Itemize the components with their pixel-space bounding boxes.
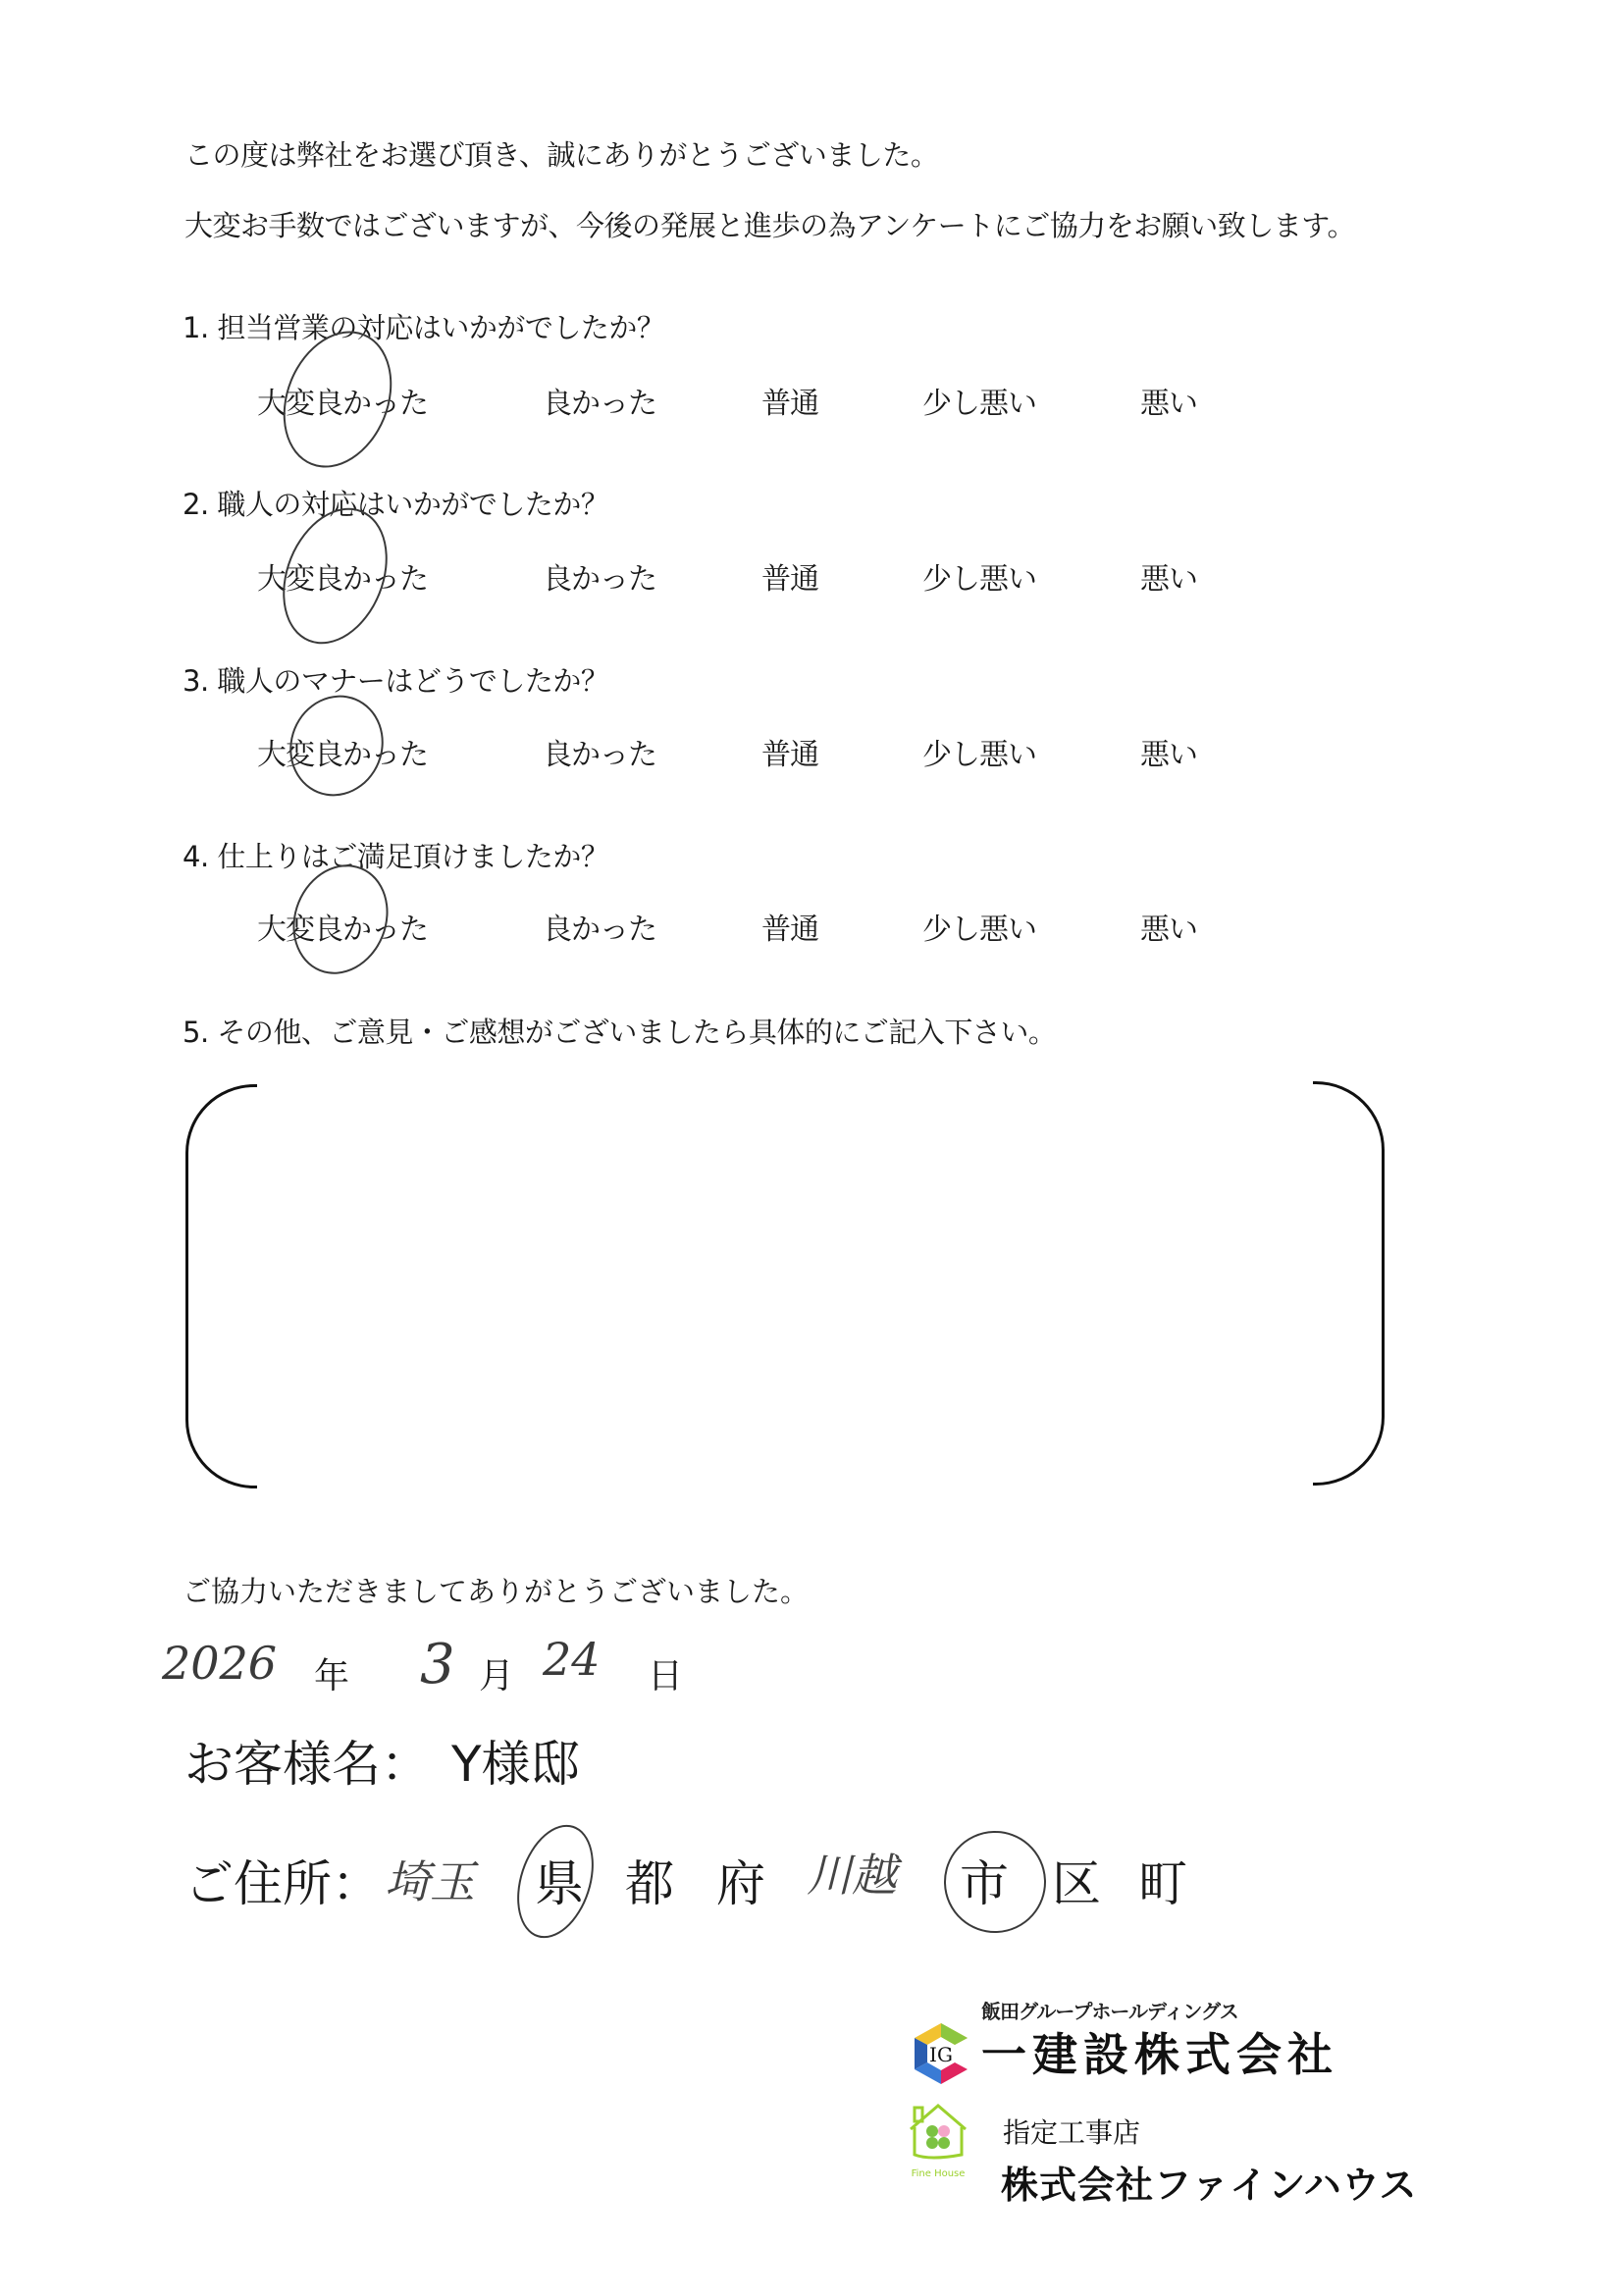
question-2-label: 2. 職人の対応はいかがでしたか？ [183, 488, 609, 521]
q3-option-good[interactable]: 良かった [543, 738, 656, 772]
q1-option-slightly-bad[interactable]: 少し悪い [922, 387, 1036, 421]
customer-name-label: お客様名： [184, 1736, 430, 1793]
city-option-shi[interactable]: 市 [960, 1855, 1009, 1912]
closing-message: ご協力いただきましてありがとうございました。 [183, 1575, 810, 1608]
q4-option-slightly-bad[interactable]: 少し悪い [922, 913, 1036, 947]
date-month-unit: 月 [479, 1656, 515, 1696]
date-year-value[interactable]: 2026 [162, 1637, 278, 1690]
contractor-name: 株式会社ファインハウス [1001, 2164, 1418, 2207]
city-option-machi[interactable]: 町 [1138, 1855, 1187, 1912]
q3-option-slightly-bad[interactable]: 少し悪い [922, 738, 1036, 772]
question-3-label: 3. 職人のマナーはどうでしたか？ [183, 664, 609, 698]
company-holdings: 飯田グループホールディングス [981, 2000, 1238, 2023]
comments-bracket-right [1313, 1081, 1385, 1486]
address-city-value[interactable]: 川越 [807, 1849, 897, 1902]
q2-option-bad[interactable]: 悪い [1140, 562, 1197, 597]
comments-bracket-left [185, 1084, 257, 1488]
q1-option-good[interactable]: 良かった [543, 387, 656, 421]
intro-line-2: 大変お手数ではございますが、今後の発展と進歩の為アンケートにご協力をお願い致します。 [184, 209, 1355, 242]
date-year-unit: 年 [314, 1656, 350, 1696]
q1-option-normal[interactable]: 普通 [761, 387, 818, 421]
question-5-label: 5. その他、ご意見・ご感想がございましたら具体的にご記入下さい。 [183, 1016, 1057, 1049]
fine-house-logo-icon [901, 2100, 975, 2180]
q4-option-very-good[interactable]: 大変良かった [257, 913, 428, 947]
q4-option-normal[interactable]: 普通 [761, 913, 818, 947]
q2-option-very-good[interactable]: 大変良かった [257, 562, 428, 597]
address-prefecture-value[interactable]: 埼玉 [385, 1855, 475, 1908]
pref-option-ken[interactable]: 県 [535, 1855, 584, 1912]
company-name: 一建設株式会社 [981, 2028, 1338, 2081]
q2-option-normal[interactable]: 普通 [761, 562, 818, 597]
q4-option-bad[interactable]: 悪い [1140, 913, 1197, 947]
q2-option-slightly-bad[interactable]: 少し悪い [922, 562, 1036, 597]
pref-option-to[interactable]: 都 [625, 1855, 674, 1912]
date-day-value[interactable]: 24 [543, 1633, 601, 1686]
intro-line-1: この度は弊社をお選び頂き、誠にありがとうございました。 [184, 138, 939, 172]
q3-option-very-good[interactable]: 大変良かった [257, 738, 428, 772]
comments-box[interactable] [185, 1084, 1385, 1488]
customer-name-value[interactable]: Y様邸 [451, 1736, 580, 1793]
question-4-label: 4. 仕上りはご満足頂けましたか？ [183, 840, 609, 873]
contractor-designation: 指定工事店 [1003, 2116, 1141, 2149]
q4-option-good[interactable]: 良かった [543, 913, 656, 947]
q1-option-bad[interactable]: 悪い [1140, 387, 1197, 421]
q3-option-normal[interactable]: 普通 [761, 738, 818, 772]
svg-text:Fine House: Fine House [911, 2168, 966, 2179]
ig-logo-icon [911, 2021, 971, 2086]
date-day-unit: 日 [648, 1656, 684, 1696]
pref-option-fu[interactable]: 府 [716, 1855, 765, 1912]
q1-option-very-good[interactable]: 大変良かった [257, 387, 428, 421]
address-label: ご住所： [184, 1855, 381, 1912]
svg-text:IG: IG [929, 2043, 953, 2066]
city-option-ku[interactable]: 区 [1052, 1855, 1101, 1912]
q2-option-good[interactable]: 良かった [543, 562, 656, 597]
q3-option-bad[interactable]: 悪い [1140, 738, 1197, 772]
date-month-value[interactable]: 3 [420, 1633, 455, 1696]
question-1-label: 1. 担当営業の対応はいかがでしたか？ [183, 311, 665, 344]
